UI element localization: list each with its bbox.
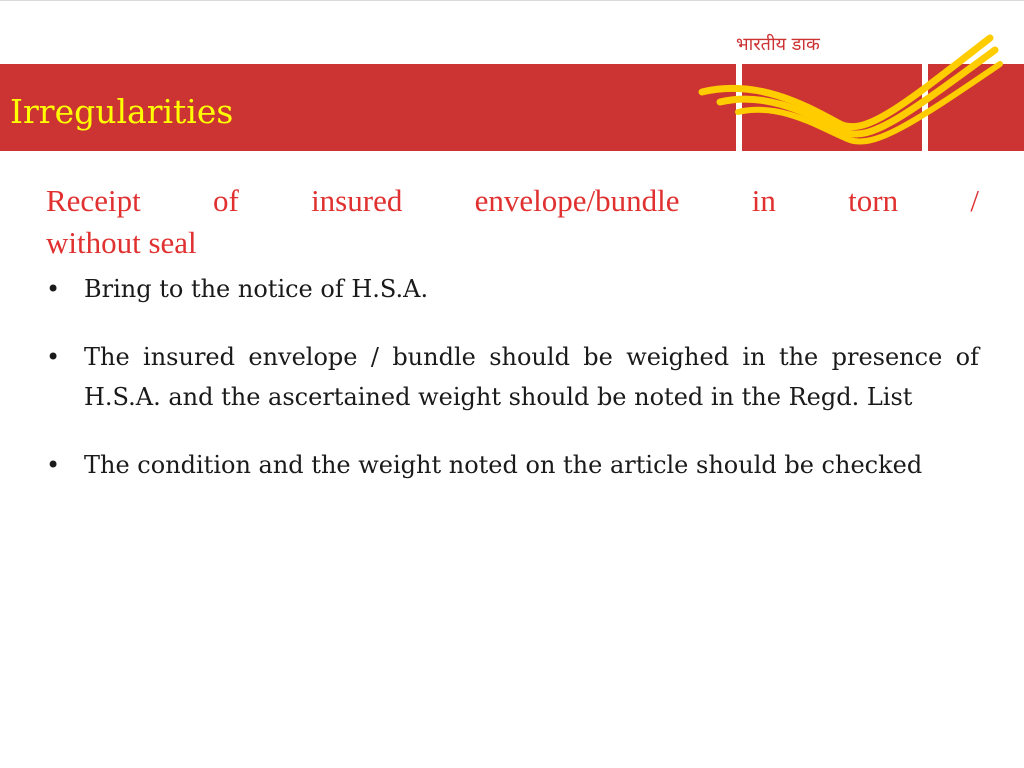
bullet-item [46,445,979,485]
slide-title: Irregularities [10,92,234,131]
subheading-line-1: Receipt of insured envelope/bundle in torn / [46,183,979,218]
bullet-item [46,337,979,417]
bullet-symbol: • [46,343,61,371]
bullet-text: The insured envelope / bundle should be weighed in the presence of H.S.A. and the ascertained weight should be noted in the Regd. List [84,343,979,411]
subheading-line-2: without seal [46,225,197,260]
india-post-logo [690,28,1024,151]
bullet-list [46,269,979,485]
bullet-text: Bring to the notice of H.S.A. [84,275,429,303]
bullet-text: The condition and the weight noted on the article should be checked [84,451,923,479]
bullet-symbol: • [46,275,61,303]
slide-top-border [0,0,1024,1]
bullet-symbol: • [46,451,61,479]
slide-content [46,180,979,513]
slide-subheading [46,180,979,264]
bullet-item [46,269,979,309]
logo-hindi-text: भारतीय डाक [736,34,820,55]
